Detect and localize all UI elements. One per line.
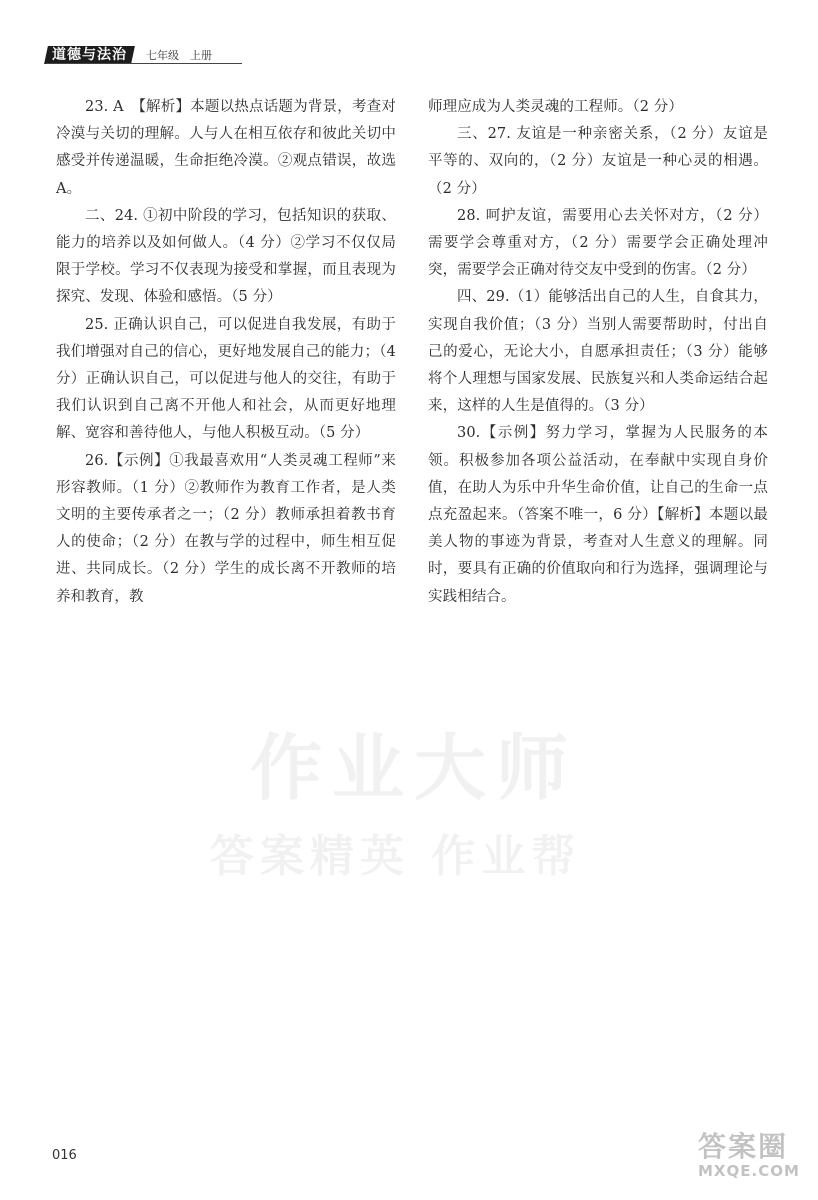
answer-paragraph-29: 四、29.（1）能够活出自己的人生，自食其力，实现自我价值；（3 分）当别人需要帮助时，付出自己的爱心，无论大小，自愿承担责任；（3 分）能够将个人理想与国家发展、民族复兴和人类命运结合起来，这样的人生是值得的。（3 分） <box>428 289 768 415</box>
watermark-line-1: 作业大师 <box>250 726 579 810</box>
answer-paragraph-27: 三、27. 友谊是一种亲密关系，（2 分）友谊是平等的、双向的，（2 分）友谊是一种心灵的相遇。（2 分） <box>428 126 768 197</box>
answer-paragraph-26-continued: 师理应成为人类灵魂的工程师。（2 分） <box>428 99 683 115</box>
answer-paragraph-30: 30.【示例】努力学习，掌握为人民服务的本领。积极参加各项公益活动，在奉献中实现自身价值，在助人为乐中升华生命价值，让自己的生命一点点充盈起来。（答案不唯一，6 分）【解析】本题以最美人物的事迹为背景，考查对人生意义的理解。同时，要具有正确的价值取向和行为选择，强调理论与实践相结合。 <box>428 425 768 605</box>
header-divider <box>46 63 242 64</box>
answer-paragraph-28: 28. 呵护友谊，需要用心去关怀对方，（2 分）需要学会尊重对方，（2 分）需要学会正确处理冲突，需要学会正确对待交友中受到的伤害。（2 分） <box>428 207 768 279</box>
answer-paragraph-24: 二、24. ①初中阶段的学习，包括知识的获取、能力的培养以及如何做人。（4 分）②学习不仅仅局限于学校。学习不仅表现为接受和掌握，而且表现为探究、发现、体验和感悟。（5 分） <box>56 207 396 306</box>
page-number: 016 <box>52 1148 77 1163</box>
right-answer-column <box>428 94 768 611</box>
watermark-line-2: 答案精英 作业帮 <box>210 831 582 882</box>
corner-logo-url: MXQE.COM <box>698 1162 800 1180</box>
answer-paragraph-26: 26.【示例】①我最喜欢用“人类灵魂工程师”来形容教师。（1 分）②教师作为教育工作者，是人类文明的主要传承者之一；（2 分）教师承担着教书育人的使命；（2 分）在教与学的过程中，师生相互促进、共同成长。（2 分）学生的成长离不开教师的培养和教育，教 <box>56 452 396 605</box>
grade-label: 七年级 上册 <box>146 49 212 62</box>
corner-logo-title: 答案圈 <box>698 1130 789 1163</box>
subject-title: 道德与法治 <box>52 47 127 63</box>
corner-watermark-logo <box>698 1132 806 1190</box>
answer-paragraph-25: 25. 正确认识自己，可以促进自我发展，有助于我们增强对自己的信心，更好地发展自己的能力；（4 分）正确认识自己，可以促进与他人的交往，有助于我们认识到自己离不开他人和社会，从而更好地理解、宽容和善待他人，与他人积极互动。（5 分） <box>56 316 396 442</box>
answer-paragraph-23: 23. A 【解析】本题以热点话题为背景，考查对冷漠与关切的理解。人与人在相互依存和彼此关切中感受并传递温暖，生命拒绝冷漠。②观点错误，故选 A。 <box>56 99 396 197</box>
left-answer-column <box>56 94 396 611</box>
subject-badge <box>44 46 135 64</box>
